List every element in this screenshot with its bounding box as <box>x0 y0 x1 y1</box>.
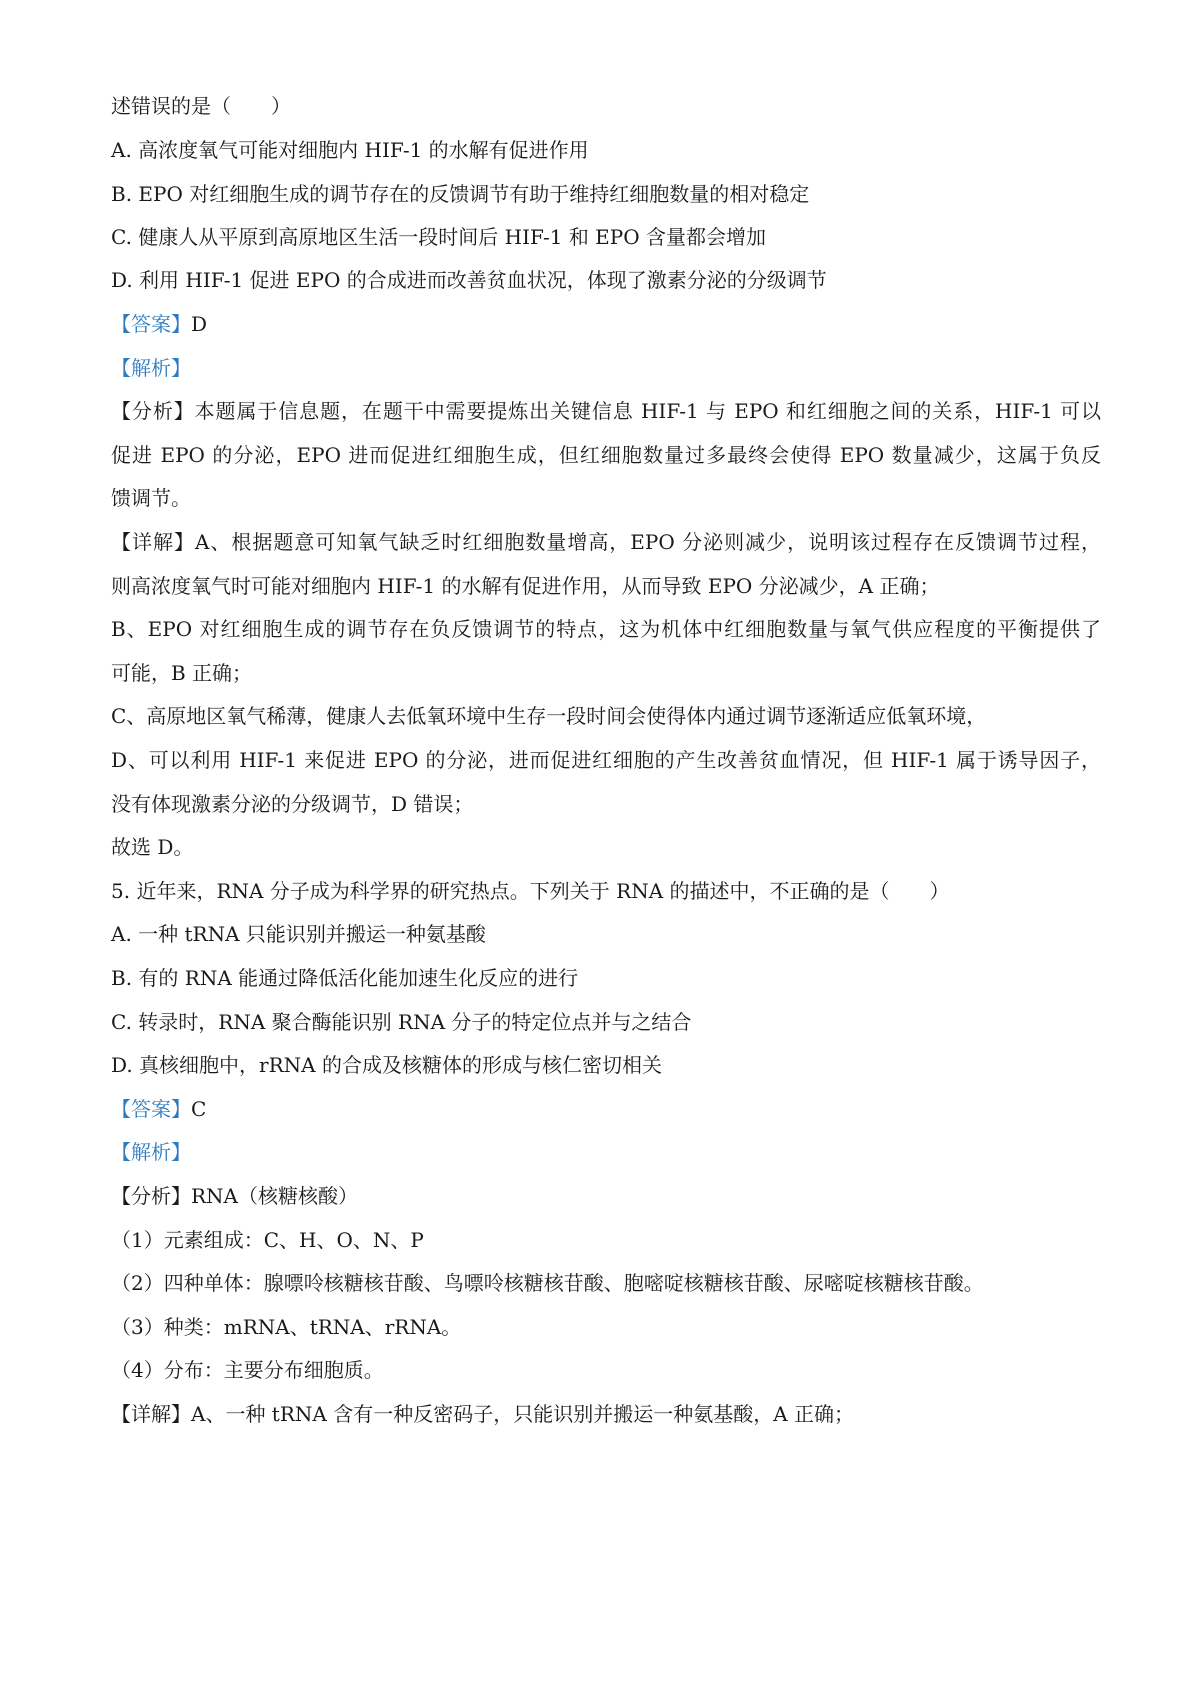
q4-analysis-tag: 【解析】 <box>111 356 191 380</box>
q4-xiangjie-b-line-1: B、EPO 对红细胞生成的调节存在负反馈调节的特点，这为机体中红细胞数量与氧气供应程度的平衡提供了 <box>111 617 1101 641</box>
q5-xiangjie-a <box>111 1400 854 1428</box>
fenxi-title: RNA（核糖核酸） <box>191 1184 359 1208</box>
fenxi-text: 本题属于信息题，在题干中需要提炼出关键信息 HIF-1 与 EPO 和红细胞之间的关系，HIF-1 可以 <box>194 399 1101 423</box>
answer-tag: 【答案】 <box>111 312 191 336</box>
q4-fenxi-line-1 <box>111 397 1101 425</box>
xiangjie-text: A、根据题意可知氧气缺乏时红细胞数量增高，EPO 分泌则减少，说明该过程存在反馈调节过程， <box>194 530 1101 554</box>
xiangjie-label: 【详解】 <box>111 1402 191 1426</box>
fenxi-label: 【分析】 <box>111 1184 191 1208</box>
answer-tag: 【答案】 <box>111 1097 191 1121</box>
answer-value: C <box>191 1097 207 1121</box>
q4-stem-tail: 述错误的是（ ） <box>111 94 291 118</box>
q4-xiangjie-c: C、高原地区氧气稀薄，健康人去低氧环境中生存一段时间会使得体内通过调节逐渐适应低氧环境， <box>111 704 987 728</box>
q4-xiangjie-a-line-1 <box>111 528 1101 556</box>
q5-point-1: （1）元素组成：C、H、O、N、P <box>111 1228 424 1252</box>
fenxi-label: 【分析】 <box>111 399 195 423</box>
q4-conclusion: 故选 D。 <box>111 835 194 859</box>
q4-option-c: C. 健康人从平原到高原地区生活一段时间后 HIF-1 和 EPO 含量都会增加 <box>111 225 766 249</box>
q4-option-b: B. EPO 对红细胞生成的调节存在的反馈调节有助于维持红细胞数量的相对稳定 <box>111 182 810 206</box>
q5-fenxi <box>111 1182 358 1210</box>
q5-option-d: D. 真核细胞中，rRNA 的合成及核糖体的形成与核仁密切相关 <box>111 1053 662 1077</box>
q4-fenxi-line-3: 馈调节。 <box>111 486 191 510</box>
q5-option-a: A. 一种 tRNA 只能识别并搬运一种氨基酸 <box>111 922 486 946</box>
q4-option-d: D. 利用 HIF-1 促进 EPO 的合成进而改善贫血状况，体现了激素分泌的分级调节 <box>111 268 827 292</box>
q5-answer <box>111 1095 206 1123</box>
q4-option-a: A. 高浓度氧气可能对细胞内 HIF-1 的水解有促进作用 <box>111 138 589 162</box>
q4-fenxi-line-2: 促进 EPO 的分泌，EPO 进而促进红细胞生成，但红细胞数量过多最终会使得 EPO 数量减少，这属于负反 <box>111 443 1101 467</box>
q4-xiangjie-d-line-2: 没有体现激素分泌的分级调节，D 错误； <box>111 792 474 816</box>
xiangjie-label: 【详解】 <box>111 530 195 554</box>
q5-option-c: C. 转录时，RNA 聚合酶能识别 RNA 分子的特定位点并与之结合 <box>111 1010 692 1034</box>
q4-answer <box>111 310 207 338</box>
q5-analysis-tag: 【解析】 <box>111 1140 191 1164</box>
q5-point-4: （4）分布：主要分布细胞质。 <box>111 1358 384 1382</box>
q5-point-3: （3）种类：mRNA、tRNA、rRNA。 <box>111 1315 462 1339</box>
answer-value: D <box>191 312 208 336</box>
q4-xiangjie-b-line-2: 可能，B 正确； <box>111 661 253 685</box>
xiangjie-text: A、一种 tRNA 含有一种反密码子，只能识别并搬运一种氨基酸，A 正确； <box>191 1402 854 1426</box>
q5-point-2: （2）四种单体：腺嘌呤核糖核苷酸、鸟嘌呤核糖核苷酸、胞嘧啶核糖核苷酸、尿嘧啶核糖核苷酸。 <box>111 1271 984 1295</box>
q4-xiangjie-a-line-2: 则高浓度氧气时可能对细胞内 HIF-1 的水解有促进作用，从而导致 EPO 分泌减少，A 正确； <box>111 574 940 598</box>
q5-stem: 5. 近年来，RNA 分子成为科学界的研究热点。下列关于 RNA 的描述中，不正确的是（ ） <box>111 879 950 903</box>
q5-option-b: B. 有的 RNA 能通过降低活化能加速生化反应的进行 <box>111 966 579 990</box>
q4-xiangjie-d-line-1: D、可以利用 HIF-1 来促进 EPO 的分泌，进而促进红细胞的产生改善贫血情况，但 HIF-1 属于诱导因子， <box>111 748 1101 772</box>
